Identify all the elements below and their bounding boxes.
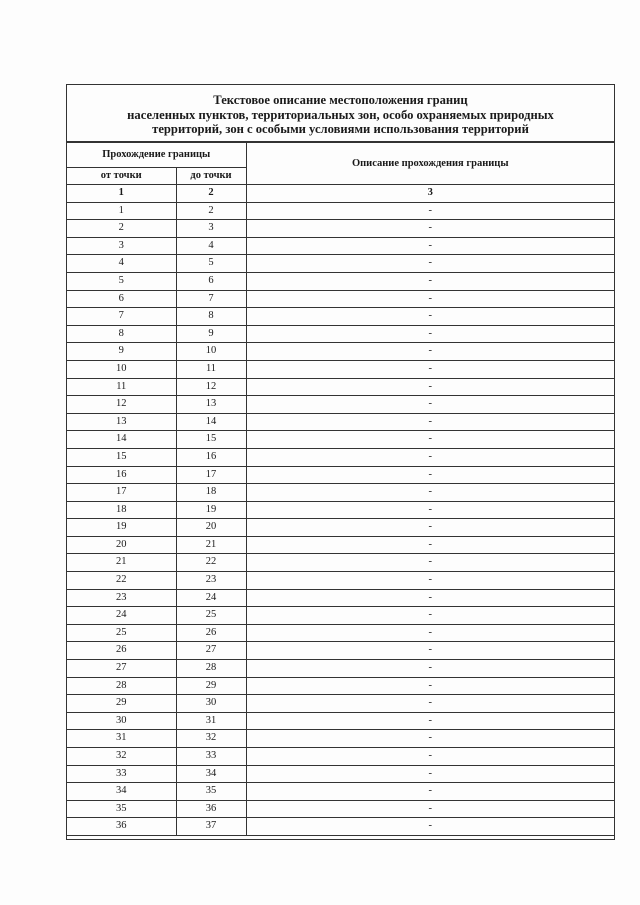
cell-to: 24 [176,589,246,607]
cell-from: 17 [67,484,176,502]
cell-to: 26 [176,624,246,642]
cell-to: 34 [176,765,246,783]
table-row [67,748,614,766]
cell-to: 30 [176,695,246,713]
table-row [67,589,614,607]
cell-to: 20 [176,519,246,537]
table-row [67,255,614,273]
cell-from: 16 [67,466,176,484]
cell-from: 32 [67,748,176,766]
cell-to: 29 [176,677,246,695]
table-row [67,554,614,572]
cell-desc: - [246,712,614,730]
cell-to: 2 [176,202,246,220]
cell-desc: - [246,572,614,590]
table-row [67,308,614,326]
header-from-point: от точки [67,168,176,185]
cell-desc: - [246,290,614,308]
cell-to: 17 [176,466,246,484]
cell-from: 15 [67,448,176,466]
cell-to: 21 [176,536,246,554]
cell-from: 6 [67,290,176,308]
cell-desc: - [246,413,614,431]
cell-desc: - [246,800,614,818]
cell-desc: - [246,783,614,801]
cell-from: 31 [67,730,176,748]
cell-to: 15 [176,431,246,449]
table-row [67,220,614,238]
table-row [67,272,614,290]
table-row [67,396,614,414]
table-row [67,536,614,554]
cell-from: 24 [67,607,176,625]
cell-to: 23 [176,572,246,590]
cell-to: 35 [176,783,246,801]
column-number-1: 1 [67,185,176,203]
column-number-3: 3 [246,185,614,203]
cell-to: 4 [176,237,246,255]
column-number-2: 2 [176,185,246,203]
cell-from: 29 [67,695,176,713]
cell-desc: - [246,255,614,273]
cell-from: 4 [67,255,176,273]
table-row [67,519,614,537]
cell-desc: - [246,220,614,238]
cell-from: 10 [67,360,176,378]
table-row [67,360,614,378]
cell-from: 5 [67,272,176,290]
table-row [67,695,614,713]
cell-to: 18 [176,484,246,502]
table-row [67,712,614,730]
cell-desc: - [246,818,614,836]
cell-from: 8 [67,325,176,343]
cell-from: 7 [67,308,176,326]
header-boundary-passage: Прохождение границы [67,143,246,168]
table-row [67,730,614,748]
table-row [67,431,614,449]
table-row [67,448,614,466]
cell-desc: - [246,378,614,396]
document-title [67,85,614,142]
cell-to: 7 [176,290,246,308]
table-row [67,783,614,801]
table-row [67,818,614,836]
table-row [67,378,614,396]
cell-from: 34 [67,783,176,801]
cell-to: 9 [176,325,246,343]
cell-to: 5 [176,255,246,273]
table-row [67,660,614,678]
cell-to: 31 [176,712,246,730]
table-body [67,202,614,835]
cell-desc: - [246,272,614,290]
cell-desc: - [246,695,614,713]
table-row [67,413,614,431]
cell-from: 14 [67,431,176,449]
table-row [67,800,614,818]
cell-from: 9 [67,343,176,361]
table-row [67,765,614,783]
table-row [67,642,614,660]
table-row [67,290,614,308]
cell-from: 35 [67,800,176,818]
table-row [67,202,614,220]
cell-to: 36 [176,800,246,818]
cell-desc: - [246,554,614,572]
cell-from: 11 [67,378,176,396]
cell-to: 19 [176,501,246,519]
cell-desc: - [246,360,614,378]
cell-to: 28 [176,660,246,678]
header-description: Описание прохождения границы [246,143,614,185]
table-row [67,237,614,255]
cell-from: 33 [67,765,176,783]
title-line-1: Текстовое описание местоположения границ [213,93,468,107]
cell-desc: - [246,748,614,766]
cell-to: 10 [176,343,246,361]
cell-from: 13 [67,413,176,431]
cell-to: 33 [176,748,246,766]
document-frame [66,84,615,840]
cell-desc: - [246,607,614,625]
cell-from: 22 [67,572,176,590]
cell-to: 12 [176,378,246,396]
table-row [67,343,614,361]
cell-from: 19 [67,519,176,537]
table-row [67,572,614,590]
cell-desc: - [246,325,614,343]
cell-from: 28 [67,677,176,695]
cell-to: 13 [176,396,246,414]
cell-desc: - [246,308,614,326]
cell-desc: - [246,237,614,255]
cell-to: 3 [176,220,246,238]
cell-desc: - [246,448,614,466]
cell-desc: - [246,466,614,484]
table-row [67,501,614,519]
cell-from: 3 [67,237,176,255]
cell-from: 12 [67,396,176,414]
cell-to: 32 [176,730,246,748]
cell-to: 27 [176,642,246,660]
cell-desc: - [246,202,614,220]
cell-desc: - [246,589,614,607]
cell-desc: - [246,660,614,678]
cell-from: 30 [67,712,176,730]
title-line-2: населенных пунктов, территориальных зон, особо охраняемых природных [127,107,554,122]
cell-from: 26 [67,642,176,660]
cell-from: 27 [67,660,176,678]
table-row [67,677,614,695]
header-to-point: до точки [176,168,246,185]
table-row [67,325,614,343]
cell-desc: - [246,642,614,660]
cell-from: 21 [67,554,176,572]
table-row [67,624,614,642]
cell-to: 11 [176,360,246,378]
cell-desc: - [246,343,614,361]
cell-desc: - [246,519,614,537]
cell-to: 37 [176,818,246,836]
title-line-3: территорий, зон с особыми условиями использования территорий [152,122,529,136]
cell-desc: - [246,501,614,519]
boundary-table [67,142,614,836]
cell-to: 8 [176,308,246,326]
table-row [67,466,614,484]
cell-from: 18 [67,501,176,519]
table-row [67,484,614,502]
cell-from: 1 [67,202,176,220]
cell-desc: - [246,730,614,748]
cell-from: 36 [67,818,176,836]
cell-to: 6 [176,272,246,290]
cell-desc: - [246,396,614,414]
cell-desc: - [246,677,614,695]
cell-to: 25 [176,607,246,625]
cell-from: 23 [67,589,176,607]
cell-from: 20 [67,536,176,554]
cell-desc: - [246,536,614,554]
cell-from: 25 [67,624,176,642]
cell-desc: - [246,624,614,642]
cell-desc: - [246,484,614,502]
cell-desc: - [246,765,614,783]
table-row [67,607,614,625]
cell-to: 14 [176,413,246,431]
cell-to: 22 [176,554,246,572]
cell-from: 2 [67,220,176,238]
cell-desc: - [246,431,614,449]
cell-to: 16 [176,448,246,466]
